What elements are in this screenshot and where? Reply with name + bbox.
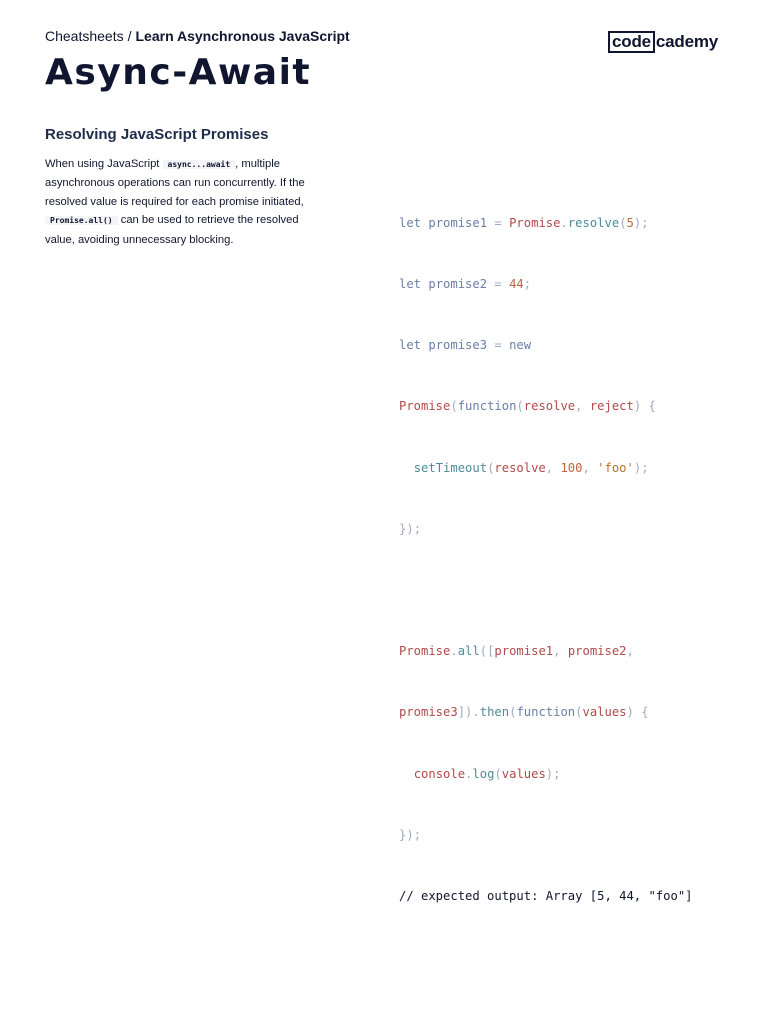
breadcrumb-separator: / (127, 28, 132, 44)
logo-boxed-text: code (608, 31, 655, 53)
section-title: Resolving JavaScript Promises (45, 126, 269, 143)
code-line: let promise1 = Promise.resolve(5); (399, 215, 649, 230)
code-line: }); (399, 521, 422, 536)
codecademy-logo[interactable] (608, 31, 718, 53)
breadcrumb (45, 28, 350, 44)
section-description (45, 155, 320, 249)
desc-text-2: , multiple asynchronous operations can run concurrently. If the resolved value is required for each promise initiated, (45, 158, 305, 208)
code-line: setTimeout(resolve, 100, 'foo'); (413, 460, 649, 475)
desc-text-3: can be used to retrieve the resolved value, avoiding unnecessary blocking. (45, 214, 299, 246)
code-line (399, 580, 693, 600)
code-line: Promise(function(resolve, reject) { (399, 399, 656, 414)
page-title: Async-Await (45, 52, 312, 93)
code-comment-line: // expected output: Array [5, 44, "foo"] (399, 889, 693, 904)
code-line: Promise.all([promise1, promise2, (399, 644, 634, 659)
code-line: promise3]).then(function(values) { (399, 705, 649, 720)
desc-text-1: When using JavaScript (45, 158, 163, 170)
breadcrumb-root-link[interactable]: Cheatsheets (45, 28, 124, 44)
code-line: let promise3 = new (399, 338, 532, 353)
code-line: }); (399, 827, 422, 842)
breadcrumb-current[interactable]: Learn Asynchronous JavaScript (135, 28, 350, 44)
code-line: console.log(values); (413, 766, 561, 781)
code-line: let promise2 = 44; (399, 277, 532, 292)
code-block (399, 172, 693, 927)
logo-rest-text: cademy (655, 32, 719, 51)
inline-code-async-await: async...await (163, 160, 236, 169)
inline-code-promise-all: Promise.all() (45, 216, 118, 225)
